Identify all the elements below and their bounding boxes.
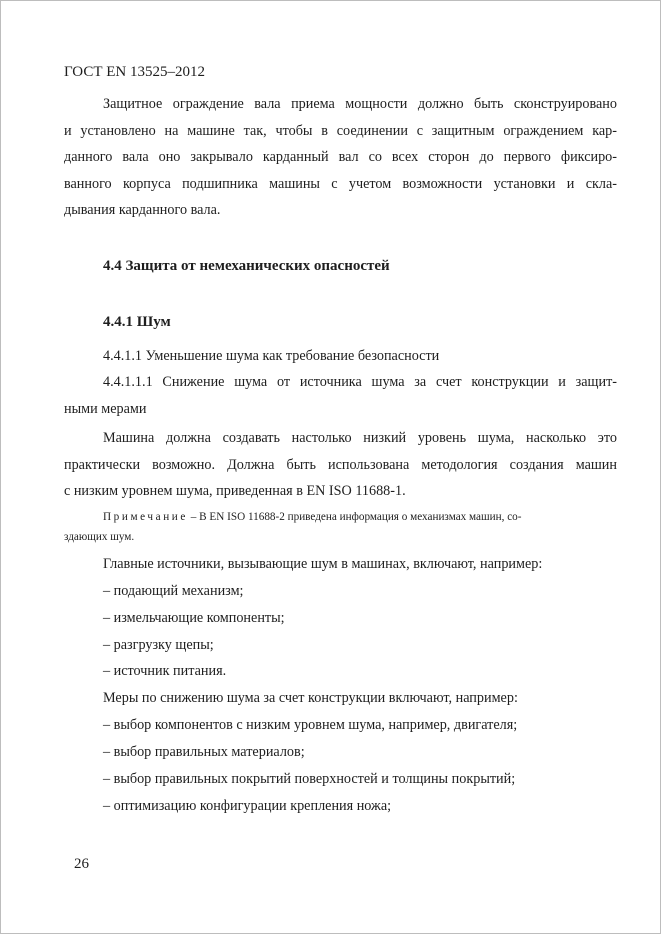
subsection-4-4-1-1: 4.4.1.1 Уменьшение шума как требование безопасности [103,348,440,364]
low-noise-paragraph [64,425,617,505]
list-item: – подающий механизм; [103,583,244,599]
section-heading-4-4: 4.4 Защита от немеханических опасностей [103,258,390,274]
document-header: ГОСТ EN 13525–2012 [64,64,205,80]
measures-intro: Меры по снижению шума за счет конструкции включают, например: [103,690,518,706]
list-item: – выбор компонентов с низким уровнем шума, например, двигателя; [103,717,518,733]
text-line: и установлено на машине так, чтобы в соединении с защитным ограждением кар- [64,122,617,139]
list-item: – выбор правильных покрытий поверхностей и толщины покрытий; [103,771,516,787]
text-line: данного вала оно закрывало карданный вал со всех сторон до первого фиксиро- [64,149,617,165]
note-label: Примечание [103,511,188,523]
list-item: – оптимизацию конфигурации крепления ножа; [103,798,392,814]
text-line: Защитное ограждение вала приема мощности должно быть сконструировано [103,96,617,112]
text-line: практически возможно. Должна быть использована методология создания машин [64,456,617,473]
list-item: – разгрузку щепы; [103,637,214,653]
note [64,507,617,547]
subsection-4-4-1-1-1 [64,369,617,422]
text-line: ванного корпуса подшипника машины с учетом возможности установки и скла- [64,175,617,192]
text-line: с низким уровнем шума, приведенная в EN ISO 11688-1. [64,483,406,499]
note-line: здающих шум. [64,531,135,543]
section-heading-4-4-1: 4.4.1 Шум [103,314,171,330]
list-item: – источник питания. [103,663,227,679]
list-item: – измельчающие компоненты; [103,610,285,626]
text-line: Машина должна создавать настолько низкий уровень шума, насколько это [103,430,617,446]
text-line: 4.4.1.1.1 Снижение шума от источника шума за счет конструкции и защит- [103,374,617,390]
page-number: 26 [74,856,89,872]
pto-guard-paragraph [64,91,617,224]
sources-intro: Главные источники, вызывающие шум в машинах, включают, например: [103,556,543,572]
note-line [64,507,617,527]
list-item: – выбор правильных материалов; [103,744,305,760]
note-text: – В EN ISO 11688-2 приведена информация о механизмах машин, со- [187,511,522,523]
text-line: дывания карданного вала. [64,202,221,218]
text-line: ными мерами [64,400,147,417]
